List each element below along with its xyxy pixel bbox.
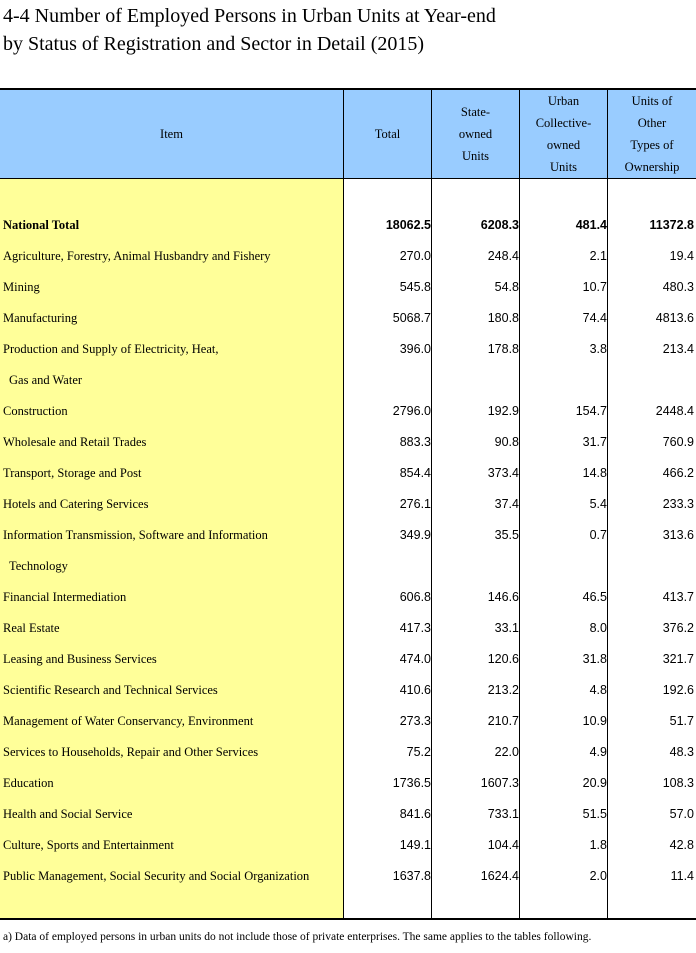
cell-other-ownership: 213.4 [662,342,694,356]
row-item-name [3,241,271,272]
table-row [0,303,696,334]
cell-total: 149.1 [399,838,431,852]
cell-collective-owned: 2.1 [589,249,607,263]
row-item-label-continued: Gas and Water [9,373,83,387]
cell-state-owned: 210.7 [487,714,519,728]
cell-state-owned: 35.5 [494,528,519,542]
cell-state-owned: 1607.3 [480,776,519,790]
table-row [0,458,696,489]
row-item-name [3,768,54,799]
cell-state-owned: 37.4 [494,497,519,511]
cell-collective-owned: 74.4 [582,311,607,325]
cell-collective-owned: 31.8 [582,652,607,666]
table-row [0,427,696,458]
row-item-label: Health and Social Service [3,807,133,821]
cell-total: 5068.7 [392,311,431,325]
row-item-label: Public Management, Social Security and Social Organization [3,869,310,883]
cell-collective-owned: 1.8 [589,838,607,852]
row-item-label: Transport, Storage and Post [3,466,142,480]
cell-collective-owned: 4.9 [589,745,607,759]
cell-other-ownership: 192.6 [662,683,694,697]
cell-total: 841.6 [399,807,431,821]
cell-other-ownership: 313.6 [662,528,694,542]
row-item-label: Education [3,776,54,790]
cell-state-owned: 373.4 [487,466,519,480]
header-item: Item [160,127,183,141]
cell-collective-owned: 154.7 [575,404,607,418]
table-row [0,799,696,830]
cell-other-ownership: 466.2 [662,466,694,480]
cell-total: 545.8 [399,280,431,294]
table-row [0,861,696,892]
row-item-label: Mining [3,280,40,294]
row-item-name [3,737,258,768]
row-item-name [3,582,126,613]
cell-total: 270.0 [399,249,431,263]
row-item-name [3,210,79,241]
cell-collective-owned: 10.7 [582,280,607,294]
title-line-1: 4-4 Number of Employed Persons in Urban Units at Year-end [3,5,496,27]
table-row [0,737,696,768]
cell-collective-owned: 51.5 [582,807,607,821]
row-item-label: Leasing and Business Services [3,652,157,666]
cell-collective-owned: 3.8 [589,342,607,356]
cell-collective-owned: 10.9 [582,714,607,728]
cell-total: 854.4 [399,466,431,480]
cell-other-ownership: 2448.4 [655,404,694,418]
header-divider [0,178,696,179]
table-row [0,613,696,644]
header-total: Total [374,127,401,141]
cell-total: 18062.5 [385,218,431,232]
cell-collective-owned: 481.4 [575,218,607,232]
cell-collective-owned: 46.5 [582,590,607,604]
row-item-label: National Total [3,218,80,232]
cell-total: 883.3 [399,435,431,449]
cell-state-owned: 22.0 [494,745,519,759]
table-row [0,830,696,861]
row-item-label: Information Transmission, Software and Information [3,528,268,542]
table-row [0,644,696,675]
cell-total: 396.0 [399,342,431,356]
row-item-name [3,272,40,303]
row-item-name [3,675,218,706]
table-row [0,768,696,799]
row-item-name [3,396,68,427]
table-row [0,396,696,427]
cell-total: 273.3 [399,714,431,728]
row-item-label: Scientific Research and Technical Services [3,683,218,697]
row-item-label: Production and Supply of Electricity, Heat, [3,342,219,356]
table-row [0,489,696,520]
cell-collective-owned: 14.8 [582,466,607,480]
cell-other-ownership: 42.8 [669,838,694,852]
cell-other-ownership: 11372.8 [649,218,694,232]
table-row [0,582,696,613]
table-title [3,2,496,58]
cell-other-ownership: 51.7 [669,714,694,728]
row-item-name [3,644,157,675]
cell-state-owned: 54.8 [494,280,519,294]
table-row [0,241,696,272]
table-row [0,334,696,387]
cell-state-owned: 180.8 [487,311,519,325]
row-item-name [3,706,253,737]
cell-other-ownership: 48.3 [669,745,694,759]
row-item-label: Manufacturing [3,311,78,325]
cell-state-owned: 213.2 [487,683,519,697]
data-table [0,88,696,920]
cell-state-owned: 733.1 [487,807,519,821]
cell-state-owned: 146.6 [487,590,519,604]
cell-other-ownership: 19.4 [669,249,694,263]
table-row [0,520,696,573]
cell-state-owned: 120.6 [487,652,519,666]
cell-total: 75.2 [406,745,431,759]
table-row [0,675,696,706]
cell-other-ownership: 108.3 [662,776,694,790]
cell-total: 1637.8 [392,869,431,883]
row-item-label: Hotels and Catering Services [3,497,149,511]
row-item-name [3,427,146,458]
cell-collective-owned: 2.0 [589,869,607,883]
cell-other-ownership: 480.3 [662,280,694,294]
row-item-label: Services to Households, Repair and Other Services [3,745,259,759]
cell-other-ownership: 57.0 [669,807,694,821]
cell-collective-owned: 8.0 [589,621,607,635]
table-row [0,210,696,241]
cell-other-ownership: 413.7 [662,590,694,604]
row-item-name [3,613,60,644]
row-item-name [3,799,132,830]
cell-state-owned: 6208.3 [480,218,519,232]
cell-state-owned: 90.8 [494,435,519,449]
row-item-name [3,303,77,334]
row-item-label: Management of Water Conservancy, Environment [3,714,254,728]
cell-collective-owned: 31.7 [582,435,607,449]
cell-state-owned: 1624.4 [480,869,519,883]
header-collective-owned: Urban Collective- owned Units [535,94,592,174]
row-item-label-continued: Technology [9,559,68,573]
cell-total: 410.6 [399,683,431,697]
cell-collective-owned: 4.8 [589,683,607,697]
cell-state-owned: 178.8 [487,342,519,356]
table-row [0,706,696,737]
row-item-name [3,520,268,582]
cell-other-ownership: 11.4 [670,869,694,883]
cell-state-owned: 248.4 [487,249,519,263]
cell-state-owned: 192.9 [487,404,519,418]
cell-total: 417.3 [399,621,431,635]
row-item-name [3,861,309,892]
row-item-label: Real Estate [3,621,60,635]
cell-other-ownership: 4813.6 [655,311,694,325]
row-item-name [3,458,141,489]
cell-total: 1736.5 [392,776,431,790]
cell-other-ownership: 321.7 [662,652,694,666]
row-item-label: Culture, Sports and Entertainment [3,838,174,852]
row-item-label: Construction [3,404,68,418]
cell-state-owned: 33.1 [494,621,519,635]
cell-other-ownership: 760.9 [662,435,694,449]
cell-other-ownership: 376.2 [662,621,694,635]
header-state-owned: State- owned Units [458,105,493,163]
cell-total: 276.1 [399,497,431,511]
cell-collective-owned: 5.4 [589,497,607,511]
row-item-label: Agriculture, Forestry, Animal Husbandry and Fishery [3,249,271,263]
cell-collective-owned: 0.7 [589,528,607,542]
header-other-ownership: Units of Other Types of Ownership [624,94,680,174]
cell-total: 2796.0 [392,404,431,418]
cell-total: 349.9 [399,528,431,542]
cell-other-ownership: 233.3 [662,497,694,511]
row-item-name [3,489,148,520]
table-row [0,272,696,303]
title-line-2: by Status of Registration and Sector in Detail (2015) [3,33,425,55]
row-item-name [3,334,218,396]
cell-total: 474.0 [399,652,431,666]
cell-collective-owned: 20.9 [582,776,607,790]
row-item-label: Financial Intermediation [3,590,127,604]
row-item-name [3,830,174,861]
row-item-label: Wholesale and Retail Trades [3,435,147,449]
cell-total: 606.8 [399,590,431,604]
cell-state-owned: 104.4 [487,838,519,852]
footnote: a) Data of employed persons in urban units do not include those of private enterprises. The same applies to the tables following. [3,931,592,943]
